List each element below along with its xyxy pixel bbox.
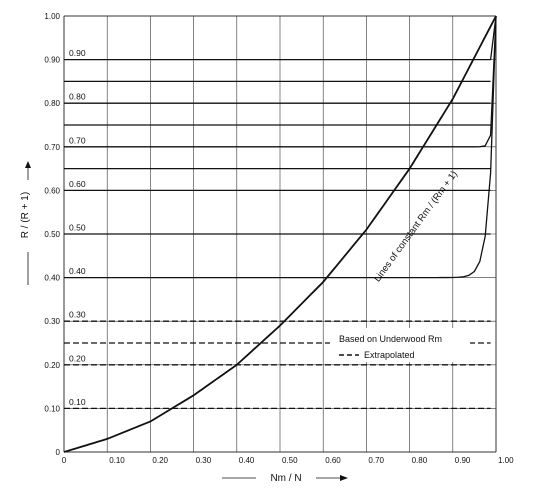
curve-label: 0.60 [69,178,86,189]
y-axis-label: R / (R + 1) [20,191,31,239]
x-axis-label: Nm / N [270,473,302,484]
x-axis-title [222,473,348,484]
y-axis-arrow-head [25,161,31,168]
x-tick-label: 0.70 [368,456,384,465]
legend [330,328,470,362]
y-tick-label: 0.30 [44,317,60,327]
y-axis-title [20,161,31,285]
y-tick-label: 0.80 [44,99,60,109]
y-tick-label: 0.10 [44,404,60,414]
legend-dashed-label: Extrapolated [364,350,415,360]
curve-label: 0.70 [69,135,86,146]
x-tick-labels [62,456,514,465]
y-tick-label: 0.70 [44,142,60,152]
x-tick-label: 0 [61,456,67,465]
curve-label: 0.80 [69,91,86,102]
x-tick-label: 0.20 [152,456,168,465]
x-axis-arrow-head [340,475,348,481]
y-tick-label: 0.20 [44,360,60,370]
x-tick-label: 0.40 [238,456,255,465]
y-tick-label: 0.90 [44,55,60,65]
legend-solid-label: Based on Underwood Rm [339,334,443,344]
curve-label: 0.40 [69,266,86,277]
x-tick-label: 0.50 [282,456,298,465]
y-tick-labels [44,12,60,457]
x-tick-label: 0.60 [325,456,341,465]
curve-labels [67,48,93,407]
curve-label: 0.20 [69,353,86,364]
y-tick-label: 0 [55,448,60,457]
curve-label: 0.10 [69,396,86,407]
curve-label: 0.90 [69,48,86,59]
x-tick-label: 0.90 [454,456,471,465]
curve-label: 0.30 [69,309,86,320]
x-tick-label: 0.80 [411,456,428,465]
curve-label: 0.50 [69,222,86,233]
x-tick-label: 0.30 [195,456,212,465]
y-tick-label: 0.50 [44,230,60,239]
x-tick-label: 0.10 [109,456,125,465]
y-tick-label: 0.40 [44,273,60,283]
boundary-curve-label: Lines of constant Rm / (Rm + 1) [372,168,460,285]
y-tick-label: 0.60 [44,186,60,196]
y-tick-label: 1.00 [44,12,60,21]
x-tick-label: 1.00 [498,456,514,465]
